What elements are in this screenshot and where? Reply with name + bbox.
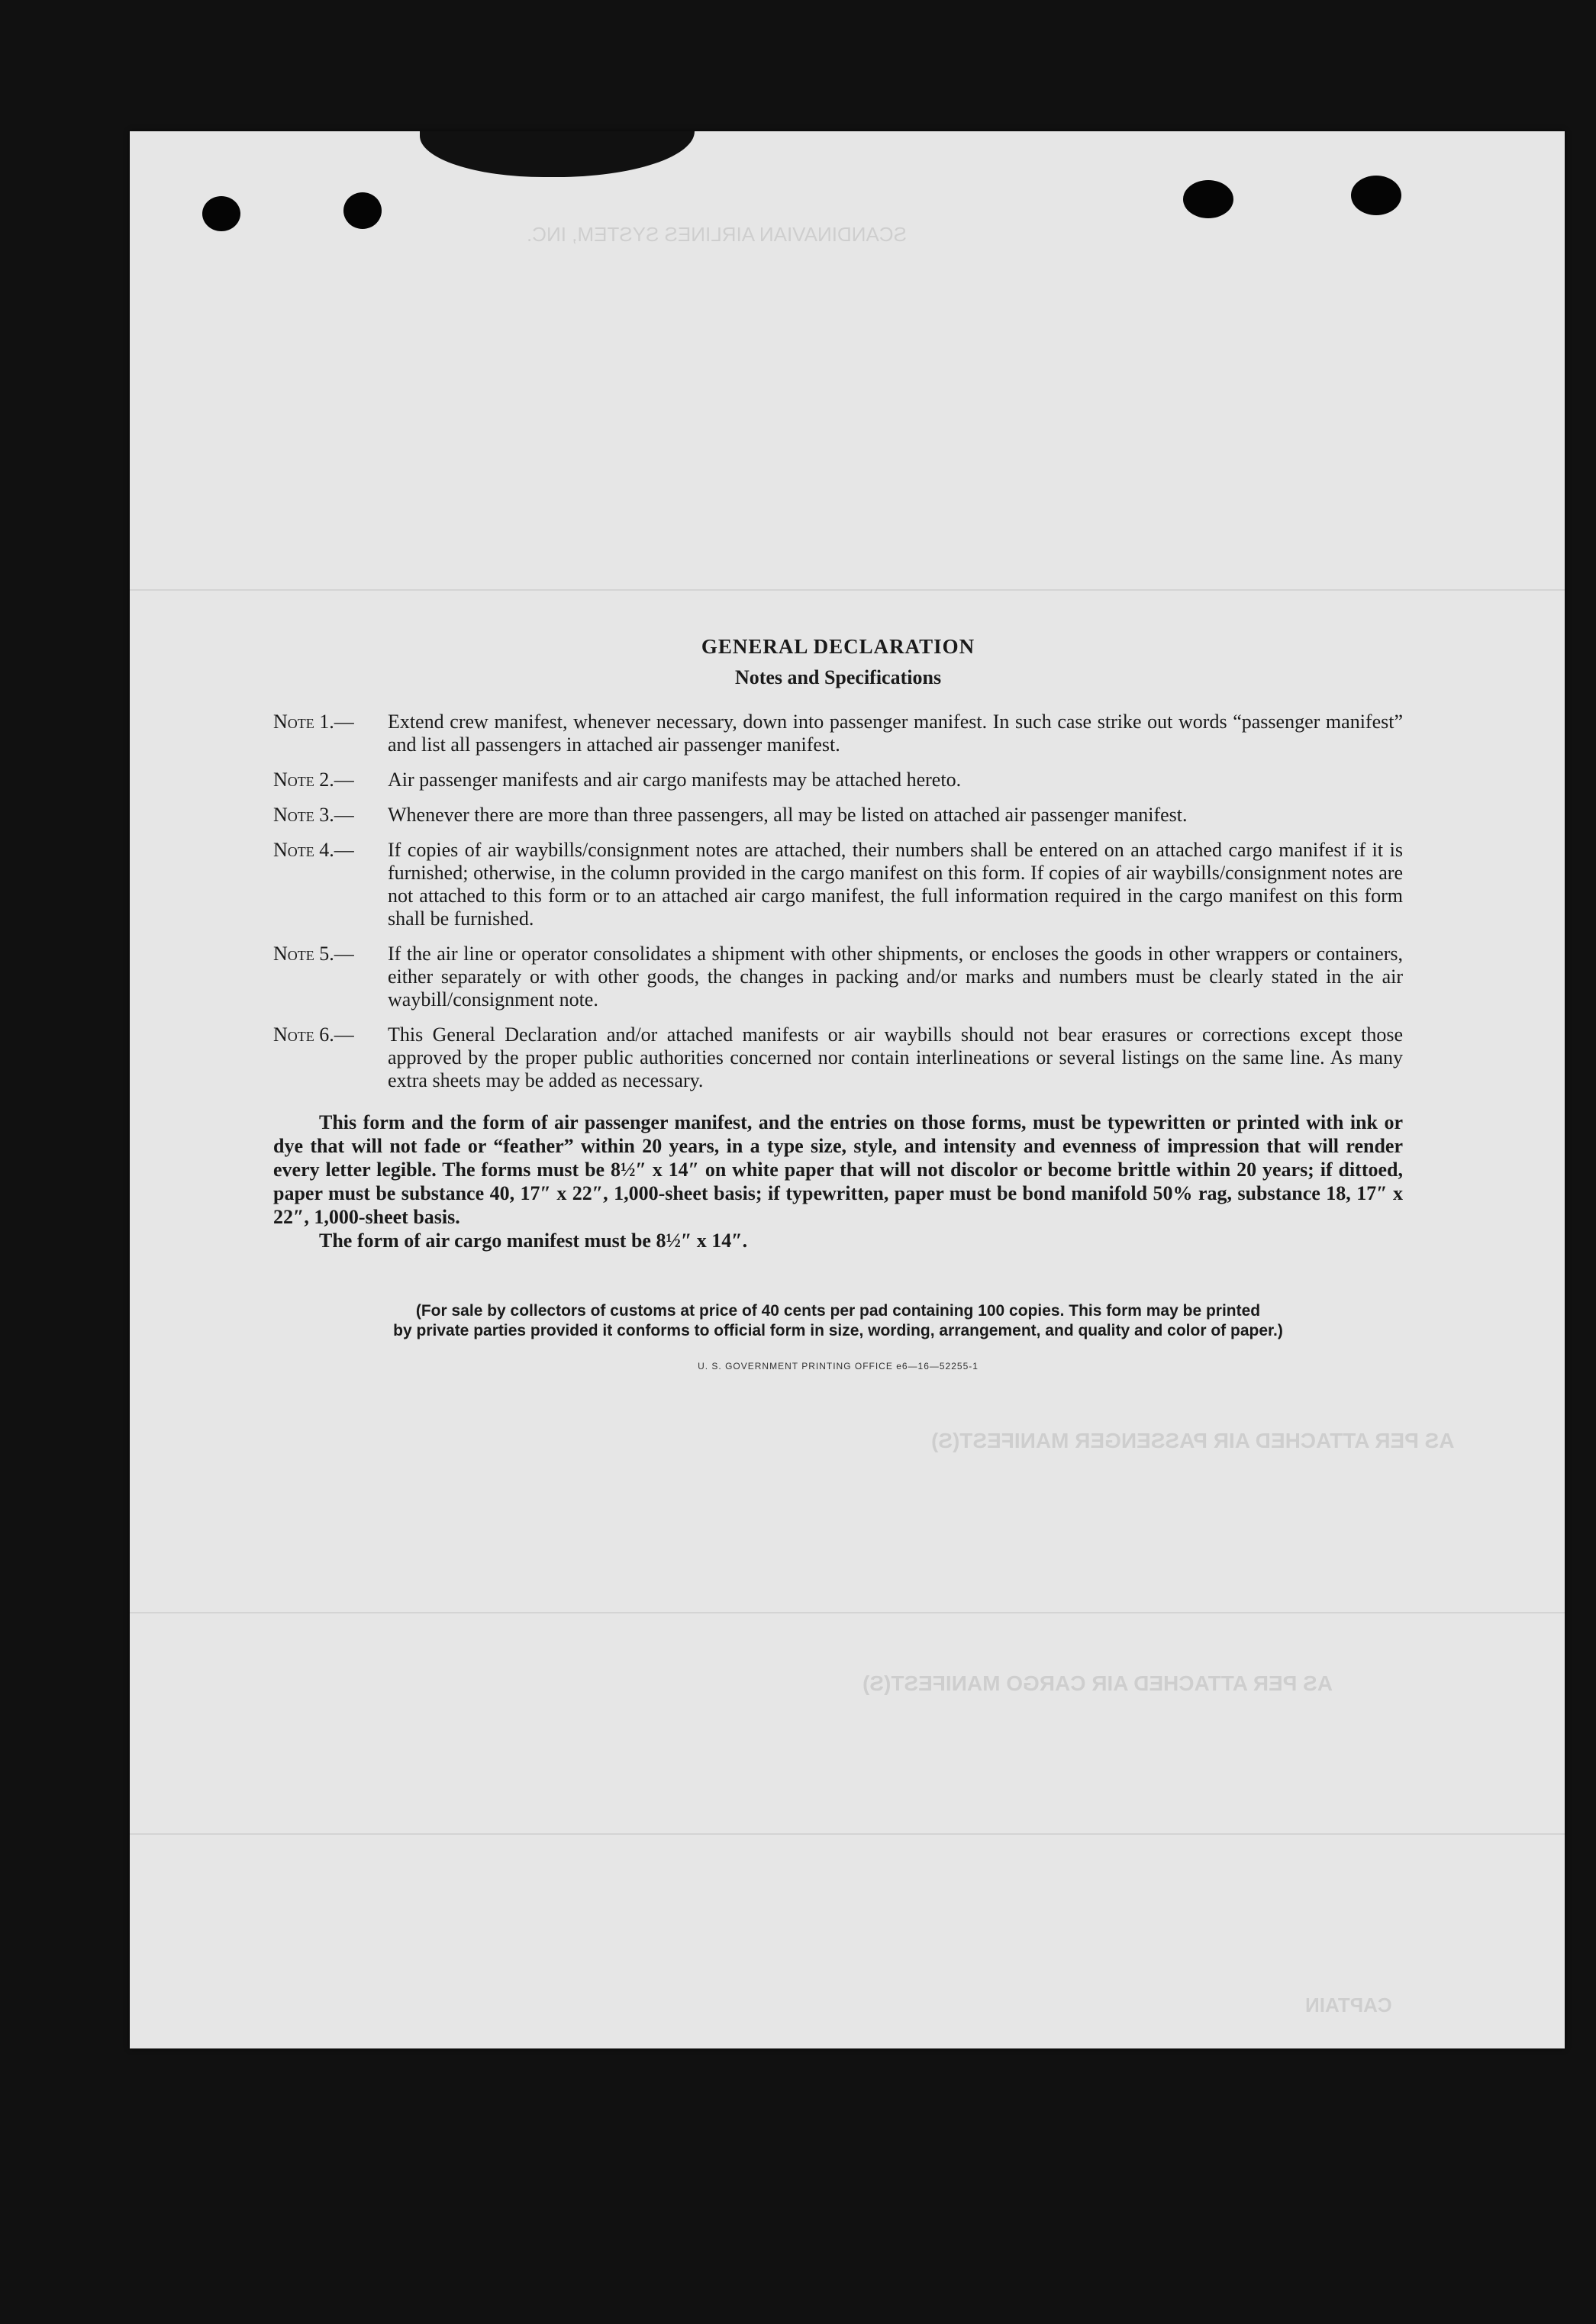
note-item xyxy=(273,804,1403,827)
note-label: Note 4.— xyxy=(273,839,354,861)
note-text: If copies of air waybills/consignment notes are attached, their numbers shall be entered on an attached cargo manifest if it is furnished; otherwise, in the column provided in the cargo manifest on this form. If copies of air waybills/consignment notes are not attached to this form or to an attached air cargo manifest, the full information required in the cargo manifest on this form shall be furnished. xyxy=(388,839,1403,930)
note-text: Extend crew manifest, whenever necessary, down into passenger manifest. In such case strike out words “passenger manifest” and list all passengers in attached air passenger manifest. xyxy=(388,711,1403,756)
bleedthrough-rule xyxy=(130,1833,1565,1835)
cargo-manifest-size: The form of air cargo manifest must be 8½″ x 14″. xyxy=(319,1230,748,1252)
sale-notice xyxy=(273,1301,1403,1341)
note-label: Note 1.— xyxy=(273,711,354,733)
note-item xyxy=(273,1023,1403,1092)
note-label: Note 5.— xyxy=(273,943,354,965)
note-text: Air passenger manifests and air cargo manifests may be attached hereto. xyxy=(388,769,962,791)
note-label: Note 6.— xyxy=(273,1023,354,1046)
torn-edge xyxy=(420,131,695,177)
form-specification-paragraph: This form and the form of air passenger manifest, and the entries on those forms, must be typewritten or printed with ink or dye that will not fade or “feather” within 20 years, in a type size, style, and intensity and evenness of impression that will render every letter legible. The forms must be 8½″ x 14″ on white paper that will not discolor or become brittle within 20 years; if dittoed, paper must be substance 40, 17″ x 22″, 1,000-sheet basis; if typewritten, paper must be bond manifold 50% rag, substance 18, 17″ x 22″, 1,000-sheet basis. xyxy=(273,1111,1403,1228)
bleedthrough-header: SCANDINAVIAN AIRLINES SYSTEM, INC. xyxy=(527,223,907,246)
bleedthrough-cargo-heading: AS PER ATTACHED AIR CARGO MANIFEST(S) xyxy=(862,1671,1333,1695)
note-label: Note 2.— xyxy=(273,769,354,791)
sale-notice-line: by private parties provided it conforms to official form in size, wording, arrangement, and quality and color of paper.) xyxy=(393,1322,1283,1339)
punch-hole-1 xyxy=(202,196,240,231)
page-title: GENERAL DECLARATION xyxy=(701,635,975,658)
note-item xyxy=(273,839,1403,930)
note-item xyxy=(273,943,1403,1011)
bleedthrough-passenger-heading: AS PER ATTACHED AIR PASSENGER MANIFEST(S) xyxy=(931,1429,1455,1452)
note-text: This General Declaration and/or attached manifests or air waybills should not bear erasures or corrections except those approved by the proper public authorities concerned nor contain interlineations or several listings on the same line. As many extra sheets may be added as necessary. xyxy=(388,1023,1403,1091)
notes-body xyxy=(273,635,1403,1372)
punch-hole-3 xyxy=(1183,180,1233,218)
punch-hole-4 xyxy=(1351,176,1401,215)
note-label: Note 3.— xyxy=(273,804,354,826)
bleedthrough-rule xyxy=(130,1612,1565,1613)
note-item xyxy=(273,769,1403,791)
note-item xyxy=(273,711,1403,756)
note-text: Whenever there are more than three passengers, all may be listed on attached air passenger manifest. xyxy=(388,804,1188,826)
page-subtitle: Notes and Specifications xyxy=(734,666,942,688)
punch-hole-2 xyxy=(343,192,382,229)
bleedthrough-captain: CAPTAIN xyxy=(1305,1994,1392,2016)
document-page xyxy=(130,131,1565,2048)
sale-notice-line: (For sale by collectors of customs at price of 40 cents per pad containing 100 copies. This form may be printed xyxy=(415,1302,1261,1320)
printer-imprint: U. S. GOVERNMENT PRINTING OFFICE e6—16—52255-1 xyxy=(698,1361,979,1372)
bleedthrough-rule xyxy=(130,589,1565,591)
note-text: If the air line or operator consolidates a shipment with other shipments, or encloses the goods in other wrappers or containers, either separately or with other goods, the changes in packing and/or marks and numbers must be clearly stated in the air waybill/consignment note. xyxy=(388,943,1403,1011)
